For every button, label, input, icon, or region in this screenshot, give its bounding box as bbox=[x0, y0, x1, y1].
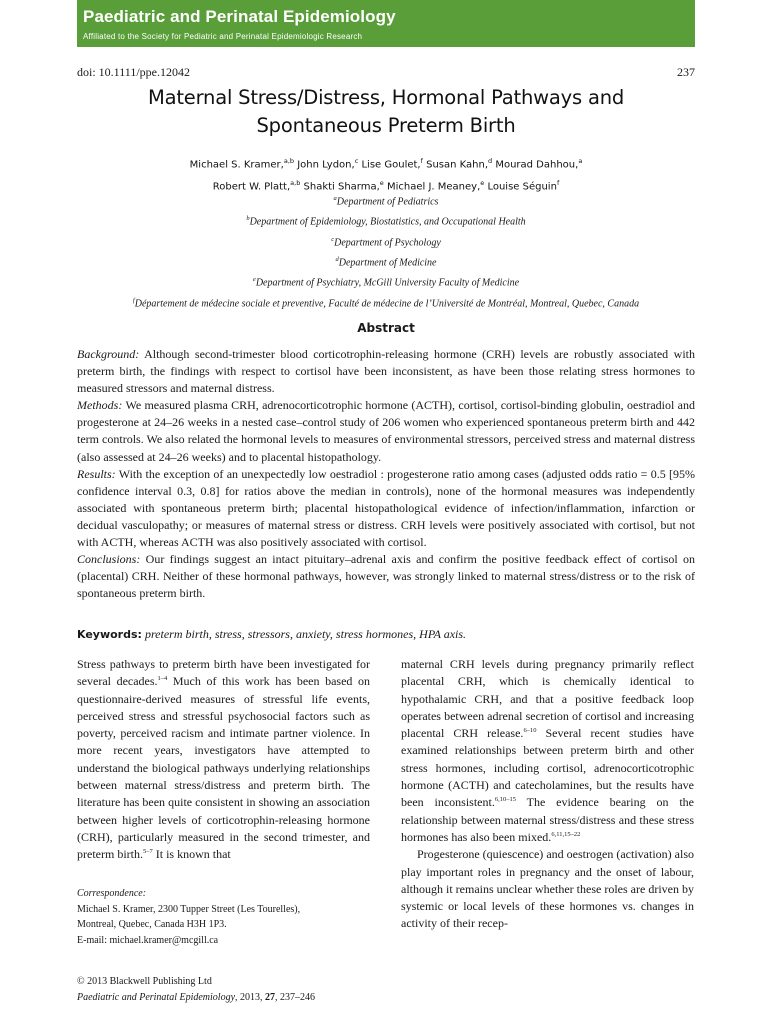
abstract-text: Our findings suggest an intact pituitary–adrenal axis and confirm the positive feedback effect of cortisol on (placental) CRH. Neither of these hormonal pathways, however, was strongly linked to maternal stress/distress or to the risk of spontaneous preterm birth. bbox=[77, 552, 696, 601]
body-text: maternal CRH levels during pregnancy primarily reflect placental CRH, which is chemically identical to hypothalamic CRH, and that a positive feedback loop operates between adrenal secretion of cortisol and increasing placental CRH release. bbox=[401, 657, 694, 741]
author-aff-mark: e bbox=[480, 179, 485, 188]
body-text: It is known that bbox=[152, 847, 231, 862]
author: Michael S. Kramer, bbox=[189, 159, 284, 171]
author: Shakti Sharma, bbox=[303, 181, 380, 193]
abstract-heading: Abstract bbox=[357, 321, 415, 335]
correspondence-city: Montreal, Quebec, Canada H3H 1P3. bbox=[77, 919, 227, 930]
affiliation-text: Department of Psychology bbox=[334, 236, 441, 248]
correspondence bbox=[77, 886, 370, 948]
affiliation-mark: e bbox=[252, 276, 256, 284]
abstract-conclusions bbox=[77, 551, 695, 602]
affiliation bbox=[77, 210, 695, 230]
body-paragraph bbox=[77, 656, 370, 864]
abstract-label: Background: bbox=[77, 347, 140, 361]
affiliation bbox=[77, 231, 695, 251]
page-number: 237 bbox=[677, 65, 695, 79]
author-aff-mark: d bbox=[488, 157, 493, 165]
citation-year: , 2013, bbox=[235, 992, 266, 1003]
affiliation-text: Department of Psychiatry, McGill University Faculty of Medicine bbox=[255, 277, 520, 289]
reference-marker[interactable]: 5–7 bbox=[142, 848, 153, 856]
affiliation bbox=[77, 292, 695, 312]
abstract-results bbox=[77, 466, 695, 551]
author-aff-mark: c bbox=[354, 157, 359, 165]
affiliation-mark: d bbox=[335, 255, 339, 263]
abstract-label: Conclusions: bbox=[77, 552, 141, 567]
journal-banner bbox=[77, 0, 695, 47]
abstract-text: Although second-trimester blood corticotrophin-releasing hormone (CRH) levels are robustly associated with preterm birth, the findings with respect to cortisol have been inconsistent, as have been those relating stress hormones to measured stressors and maternal distress. bbox=[77, 347, 696, 396]
author: Robert W. Platt, bbox=[212, 181, 291, 193]
author: Lise Goulet, bbox=[361, 159, 421, 171]
body-text: Much of this work has been based on questionnaire-derived measures of stressful life events, perceived stress and stressful psychosocial factors such as poverty, perceived racism and intimate partner violence. In more recent years, investigators have attempted to understand the biological pathways underlying relationships between maternal stress/distress and preterm birth. The literature has been quite consistent in showing an association between higher levels of corticotrophin-releasing hormone (CRH), particularly measured in the second trimester, and preterm birth. bbox=[77, 674, 370, 862]
correspondence-heading: Correspondence: bbox=[77, 888, 147, 899]
author-aff-mark: a,b bbox=[283, 157, 295, 165]
abstract-label: Results: bbox=[77, 466, 116, 481]
keywords-label: Keywords: bbox=[77, 628, 142, 641]
author-aff-mark: a bbox=[578, 157, 583, 165]
title-line-2: Spontaneous Preterm Birth bbox=[256, 114, 516, 137]
body-text: The evidence bearing on the relationship between maternal stress/distress and these stress hormones has also been mixed. bbox=[401, 795, 694, 844]
body-text: Stress pathways to preterm birth have been investigated for several decades. bbox=[77, 657, 370, 689]
author: Louise Séguin bbox=[487, 181, 557, 193]
body-text: Several recent studies have examined relationships between preterm birth and other stress hormones, including cortisol, adrenocorticotrophic hormone (ACTH) and catecholamines, but the results have been inconsistent. bbox=[401, 726, 694, 810]
affiliation-mark: b bbox=[246, 215, 250, 223]
keywords-value: preterm birth, stress, stressors, anxiety, stress hormones, HPA axis. bbox=[144, 627, 467, 641]
author-aff-mark: a,b bbox=[290, 179, 301, 188]
affiliation-mark: a bbox=[333, 195, 337, 202]
correspondence-address: Michael S. Kramer, 2300 Tupper Street (Les Tourelles), bbox=[77, 903, 301, 915]
affiliation-text: Department of Medicine bbox=[338, 257, 437, 269]
author-aff-mark: f bbox=[420, 157, 423, 165]
author-aff-mark: e bbox=[379, 179, 384, 188]
author-aff-mark: f bbox=[556, 179, 560, 188]
keywords bbox=[77, 626, 695, 643]
citation-pages: , 237–246 bbox=[275, 992, 316, 1003]
page-footer bbox=[77, 974, 695, 1006]
title-line-1: Maternal Stress/Distress, Hormonal Pathways and bbox=[147, 86, 625, 109]
abstract-label: Methods: bbox=[77, 398, 123, 413]
author-line-1 bbox=[77, 152, 695, 174]
doi[interactable]: doi: 10.1111/ppe.12042 bbox=[77, 65, 190, 79]
article-title bbox=[77, 84, 695, 140]
author: Mourad Dahhou, bbox=[495, 159, 579, 171]
abstract bbox=[77, 346, 695, 602]
abstract-background bbox=[77, 346, 695, 397]
affiliation-mark: c bbox=[331, 235, 335, 243]
author: Michael J. Meaney, bbox=[386, 181, 481, 193]
affiliation-list bbox=[77, 190, 695, 312]
affiliation-mark: f bbox=[132, 296, 135, 304]
body-column-left bbox=[77, 656, 370, 864]
body-column-right bbox=[401, 656, 694, 933]
copyright: © 2013 Blackwell Publishing Ltd bbox=[77, 976, 212, 987]
author: John Lydon, bbox=[297, 159, 355, 171]
abstract-text: We measured plasma CRH, adrenocorticotrophic hormone (ACTH), cortisol, cortisol-binding globulin, oestradiol and progesterone at 24–26 weeks in a nested case–control study of 206 women who experienced spontaneous preterm birth and 442 term controls. We also related the hormonal levels to measures of environmental stressors, perceived stress and maternal distress (also assessed at 24–26 weeks) and to placental histopathology. bbox=[77, 398, 695, 464]
citation-journal: Paediatric and Perinatal Epidemiology bbox=[77, 992, 236, 1003]
affiliation-text: Department of Epidemiology, Biostatistics, and Occupational Health bbox=[249, 216, 526, 228]
journal-affiliation: Affiliated to the Society for Pediatric and Perinatal Epidemiologic Research bbox=[83, 32, 363, 41]
author: Susan Kahn, bbox=[426, 159, 488, 171]
affiliation-text: Département de médecine sociale et preventive, Faculté de médecine de l’Université de Montréal, Montreal, Quebec, Canada bbox=[134, 297, 640, 309]
affiliation bbox=[77, 271, 695, 291]
affiliation-text: Department of Pediatrics bbox=[336, 196, 439, 208]
reference-marker[interactable]: 6,10–15 bbox=[494, 796, 516, 804]
correspondence-email[interactable]: E-mail: michael.kramer@mcgill.ca bbox=[77, 934, 219, 946]
abstract-text: With the exception of an unexpectedly low oestradiol : progesterone ratio among cases (adjusted odds ratio = 0.5 [95% confidence interval 0.3, 0.8] for ratios above the median in controls), none of the hormonal measures was independently associated with spontaneous preterm birth; placental histopathological evidence of infection/inflammation, infarction or decidual vasculopathy; or measures of maternal stress or distress. CRH levels were positively associated with cortisol, but not with ACTH, whereas ACTH was also positively associated with cortisol. bbox=[77, 466, 695, 550]
abstract-methods bbox=[77, 397, 695, 465]
reference-marker[interactable]: 6–10 bbox=[523, 727, 537, 735]
citation bbox=[77, 990, 695, 1006]
journal-name: Paediatric and Perinatal Epidemiology bbox=[83, 7, 396, 26]
body-paragraph: Progesterone (quiescence) and oestrogen (activation) also play important roles in pregnancy and the onset of labour, although it remains unclear whether these roles are driven by systemic or local levels of these hormones vs. changes in activity of their recep- bbox=[401, 847, 694, 931]
body-paragraph bbox=[401, 656, 694, 846]
affiliation bbox=[77, 251, 695, 271]
citation-volume: 27 bbox=[265, 992, 276, 1003]
reference-marker[interactable]: 1–4 bbox=[157, 675, 168, 683]
reference-marker[interactable]: 6,11,15–22 bbox=[551, 830, 581, 838]
affiliation bbox=[77, 190, 695, 210]
